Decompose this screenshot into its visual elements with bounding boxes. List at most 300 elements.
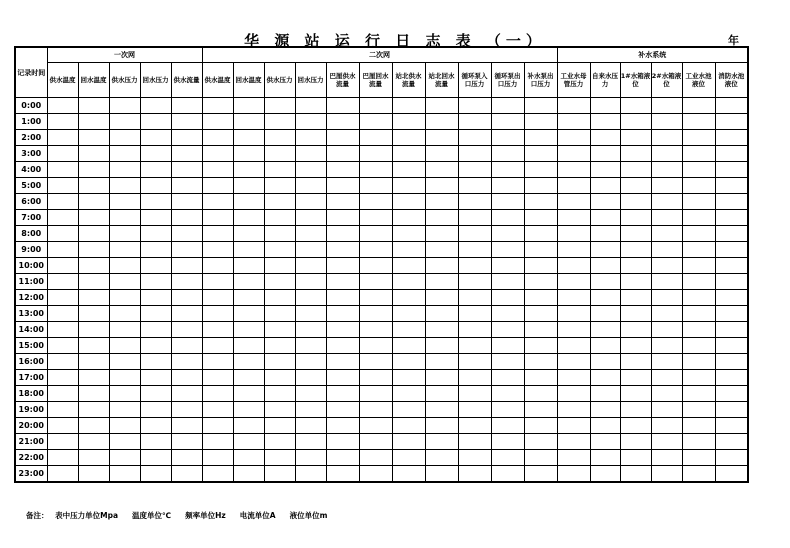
data-cell[interactable] [620,418,651,434]
data-cell[interactable] [171,434,202,450]
data-cell[interactable] [171,354,202,370]
data-cell[interactable] [491,162,524,178]
data-cell[interactable] [326,338,359,354]
data-cell[interactable] [47,370,78,386]
data-cell[interactable] [109,290,140,306]
data-cell[interactable] [140,194,171,210]
data-cell[interactable] [458,162,491,178]
data-cell[interactable] [557,466,590,483]
data-cell[interactable] [620,98,651,114]
data-cell[interactable] [202,370,233,386]
data-cell[interactable] [425,434,458,450]
data-cell[interactable] [47,226,78,242]
data-cell[interactable] [295,178,326,194]
data-cell[interactable] [425,402,458,418]
data-cell[interactable] [590,274,620,290]
data-cell[interactable] [140,242,171,258]
data-cell[interactable] [715,258,748,274]
data-cell[interactable] [109,466,140,483]
data-cell[interactable] [491,306,524,322]
data-cell[interactable] [458,210,491,226]
data-cell[interactable] [264,466,295,483]
data-cell[interactable] [264,338,295,354]
data-cell[interactable] [233,370,264,386]
data-cell[interactable] [491,450,524,466]
data-cell[interactable] [458,274,491,290]
data-cell[interactable] [425,418,458,434]
data-cell[interactable] [715,114,748,130]
data-cell[interactable] [590,466,620,483]
data-cell[interactable] [392,402,425,418]
data-cell[interactable] [78,114,109,130]
data-cell[interactable] [140,306,171,322]
data-cell[interactable] [233,226,264,242]
data-cell[interactable] [620,322,651,338]
data-cell[interactable] [359,338,392,354]
data-cell[interactable] [326,290,359,306]
data-cell[interactable] [78,402,109,418]
data-cell[interactable] [620,290,651,306]
data-cell[interactable] [326,162,359,178]
data-cell[interactable] [140,434,171,450]
data-cell[interactable] [78,466,109,483]
data-cell[interactable] [202,338,233,354]
data-cell[interactable] [109,306,140,322]
data-cell[interactable] [715,402,748,418]
data-cell[interactable] [557,242,590,258]
data-cell[interactable] [264,386,295,402]
data-cell[interactable] [171,210,202,226]
data-cell[interactable] [326,242,359,258]
data-cell[interactable] [326,450,359,466]
data-cell[interactable] [524,98,557,114]
data-cell[interactable] [359,178,392,194]
data-cell[interactable] [140,402,171,418]
data-cell[interactable] [140,162,171,178]
data-cell[interactable] [524,146,557,162]
data-cell[interactable] [425,162,458,178]
data-cell[interactable] [264,274,295,290]
data-cell[interactable] [651,242,682,258]
data-cell[interactable] [326,306,359,322]
data-cell[interactable] [651,226,682,242]
data-cell[interactable] [682,98,715,114]
data-cell[interactable] [109,162,140,178]
data-cell[interactable] [620,450,651,466]
data-cell[interactable] [524,210,557,226]
data-cell[interactable] [557,226,590,242]
data-cell[interactable] [78,210,109,226]
data-cell[interactable] [78,130,109,146]
data-cell[interactable] [590,98,620,114]
data-cell[interactable] [682,386,715,402]
data-cell[interactable] [109,354,140,370]
data-cell[interactable] [326,114,359,130]
data-cell[interactable] [171,130,202,146]
data-cell[interactable] [326,210,359,226]
data-cell[interactable] [620,146,651,162]
data-cell[interactable] [682,226,715,242]
data-cell[interactable] [715,98,748,114]
data-cell[interactable] [524,258,557,274]
data-cell[interactable] [458,370,491,386]
data-cell[interactable] [47,434,78,450]
data-cell[interactable] [620,178,651,194]
data-cell[interactable] [233,210,264,226]
data-cell[interactable] [295,338,326,354]
data-cell[interactable] [109,338,140,354]
data-cell[interactable] [524,322,557,338]
data-cell[interactable] [264,194,295,210]
data-cell[interactable] [171,306,202,322]
data-cell[interactable] [651,434,682,450]
data-cell[interactable] [715,290,748,306]
data-cell[interactable] [458,338,491,354]
data-cell[interactable] [425,130,458,146]
data-cell[interactable] [233,354,264,370]
data-cell[interactable] [264,242,295,258]
data-cell[interactable] [264,98,295,114]
data-cell[interactable] [682,306,715,322]
data-cell[interactable] [524,370,557,386]
data-cell[interactable] [264,178,295,194]
data-cell[interactable] [392,434,425,450]
data-cell[interactable] [295,322,326,338]
data-cell[interactable] [202,210,233,226]
data-cell[interactable] [491,146,524,162]
data-cell[interactable] [264,306,295,322]
data-cell[interactable] [109,434,140,450]
data-cell[interactable] [202,354,233,370]
data-cell[interactable] [233,386,264,402]
data-cell[interactable] [491,258,524,274]
data-cell[interactable] [202,322,233,338]
data-cell[interactable] [78,338,109,354]
data-cell[interactable] [458,466,491,483]
data-cell[interactable] [557,98,590,114]
data-cell[interactable] [651,130,682,146]
data-cell[interactable] [233,194,264,210]
data-cell[interactable] [491,290,524,306]
data-cell[interactable] [295,466,326,483]
data-cell[interactable] [651,258,682,274]
data-cell[interactable] [557,306,590,322]
data-cell[interactable] [140,418,171,434]
data-cell[interactable] [326,226,359,242]
data-cell[interactable] [590,242,620,258]
data-cell[interactable] [590,210,620,226]
data-cell[interactable] [171,338,202,354]
data-cell[interactable] [202,450,233,466]
data-cell[interactable] [392,450,425,466]
data-cell[interactable] [78,370,109,386]
data-cell[interactable] [202,258,233,274]
data-cell[interactable] [359,242,392,258]
data-cell[interactable] [171,290,202,306]
data-cell[interactable] [682,210,715,226]
data-cell[interactable] [491,354,524,370]
data-cell[interactable] [359,434,392,450]
data-cell[interactable] [295,402,326,418]
data-cell[interactable] [651,386,682,402]
data-cell[interactable] [233,338,264,354]
data-cell[interactable] [264,226,295,242]
data-cell[interactable] [233,466,264,483]
data-cell[interactable] [47,114,78,130]
data-cell[interactable] [715,210,748,226]
data-cell[interactable] [425,354,458,370]
data-cell[interactable] [264,402,295,418]
data-cell[interactable] [620,434,651,450]
data-cell[interactable] [458,194,491,210]
data-cell[interactable] [557,274,590,290]
data-cell[interactable] [682,242,715,258]
data-cell[interactable] [295,114,326,130]
data-cell[interactable] [140,146,171,162]
data-cell[interactable] [682,178,715,194]
data-cell[interactable] [326,418,359,434]
data-cell[interactable] [557,434,590,450]
data-cell[interactable] [715,386,748,402]
data-cell[interactable] [359,450,392,466]
data-cell[interactable] [590,162,620,178]
data-cell[interactable] [78,98,109,114]
data-cell[interactable] [233,162,264,178]
data-cell[interactable] [620,162,651,178]
data-cell[interactable] [557,402,590,418]
data-cell[interactable] [491,418,524,434]
data-cell[interactable] [78,322,109,338]
data-cell[interactable] [715,450,748,466]
data-cell[interactable] [109,242,140,258]
data-cell[interactable] [78,258,109,274]
data-cell[interactable] [590,178,620,194]
data-cell[interactable] [392,338,425,354]
data-cell[interactable] [295,370,326,386]
data-cell[interactable] [590,354,620,370]
data-cell[interactable] [171,466,202,483]
data-cell[interactable] [425,178,458,194]
data-cell[interactable] [651,466,682,483]
data-cell[interactable] [620,242,651,258]
data-cell[interactable] [620,210,651,226]
data-cell[interactable] [524,226,557,242]
data-cell[interactable] [109,226,140,242]
data-cell[interactable] [264,434,295,450]
data-cell[interactable] [295,354,326,370]
data-cell[interactable] [326,130,359,146]
data-cell[interactable] [202,226,233,242]
data-cell[interactable] [202,98,233,114]
data-cell[interactable] [620,114,651,130]
data-cell[interactable] [524,178,557,194]
data-cell[interactable] [458,226,491,242]
data-cell[interactable] [715,130,748,146]
data-cell[interactable] [109,450,140,466]
data-cell[interactable] [557,418,590,434]
data-cell[interactable] [425,386,458,402]
data-cell[interactable] [171,386,202,402]
data-cell[interactable] [264,210,295,226]
data-cell[interactable] [651,274,682,290]
data-cell[interactable] [295,386,326,402]
data-cell[interactable] [425,450,458,466]
data-cell[interactable] [295,98,326,114]
data-cell[interactable] [651,210,682,226]
data-cell[interactable] [78,354,109,370]
data-cell[interactable] [47,306,78,322]
data-cell[interactable] [392,146,425,162]
data-cell[interactable] [233,146,264,162]
data-cell[interactable] [264,114,295,130]
data-cell[interactable] [557,450,590,466]
data-cell[interactable] [109,210,140,226]
data-cell[interactable] [140,338,171,354]
data-cell[interactable] [140,386,171,402]
data-cell[interactable] [392,418,425,434]
data-cell[interactable] [326,194,359,210]
data-cell[interactable] [651,114,682,130]
data-cell[interactable] [109,322,140,338]
data-cell[interactable] [682,162,715,178]
data-cell[interactable] [491,210,524,226]
data-cell[interactable] [392,322,425,338]
data-cell[interactable] [715,466,748,483]
data-cell[interactable] [425,306,458,322]
data-cell[interactable] [682,146,715,162]
data-cell[interactable] [233,290,264,306]
data-cell[interactable] [264,322,295,338]
data-cell[interactable] [359,306,392,322]
data-cell[interactable] [620,274,651,290]
data-cell[interactable] [557,114,590,130]
data-cell[interactable] [491,338,524,354]
data-cell[interactable] [326,466,359,483]
data-cell[interactable] [264,354,295,370]
data-cell[interactable] [590,146,620,162]
data-cell[interactable] [233,274,264,290]
data-cell[interactable] [458,146,491,162]
data-cell[interactable] [140,258,171,274]
data-cell[interactable] [202,386,233,402]
data-cell[interactable] [392,194,425,210]
data-cell[interactable] [392,210,425,226]
data-cell[interactable] [233,114,264,130]
data-cell[interactable] [715,434,748,450]
data-cell[interactable] [78,290,109,306]
data-cell[interactable] [524,402,557,418]
data-cell[interactable] [47,162,78,178]
data-cell[interactable] [557,290,590,306]
data-cell[interactable] [264,418,295,434]
data-cell[interactable] [425,194,458,210]
data-cell[interactable] [491,194,524,210]
data-cell[interactable] [682,434,715,450]
data-cell[interactable] [557,386,590,402]
data-cell[interactable] [78,194,109,210]
data-cell[interactable] [359,466,392,483]
data-cell[interactable] [392,370,425,386]
data-cell[interactable] [202,130,233,146]
data-cell[interactable] [264,370,295,386]
data-cell[interactable] [295,306,326,322]
data-cell[interactable] [715,338,748,354]
data-cell[interactable] [715,306,748,322]
data-cell[interactable] [620,130,651,146]
data-cell[interactable] [171,322,202,338]
data-cell[interactable] [326,434,359,450]
data-cell[interactable] [651,306,682,322]
data-cell[interactable] [171,226,202,242]
data-cell[interactable] [202,114,233,130]
data-cell[interactable] [491,114,524,130]
data-cell[interactable] [524,306,557,322]
data-cell[interactable] [109,370,140,386]
data-cell[interactable] [524,290,557,306]
data-cell[interactable] [590,402,620,418]
data-cell[interactable] [233,322,264,338]
data-cell[interactable] [682,402,715,418]
data-cell[interactable] [557,338,590,354]
data-cell[interactable] [392,466,425,483]
data-cell[interactable] [557,354,590,370]
data-cell[interactable] [326,322,359,338]
data-cell[interactable] [682,290,715,306]
data-cell[interactable] [171,98,202,114]
data-cell[interactable] [620,466,651,483]
data-cell[interactable] [202,466,233,483]
data-cell[interactable] [47,98,78,114]
data-cell[interactable] [359,354,392,370]
data-cell[interactable] [425,242,458,258]
data-cell[interactable] [557,178,590,194]
data-cell[interactable] [458,98,491,114]
data-cell[interactable] [140,210,171,226]
data-cell[interactable] [715,354,748,370]
data-cell[interactable] [524,194,557,210]
data-cell[interactable] [78,274,109,290]
data-cell[interactable] [590,290,620,306]
data-cell[interactable] [620,258,651,274]
data-cell[interactable] [326,386,359,402]
data-cell[interactable] [651,370,682,386]
data-cell[interactable] [202,162,233,178]
data-cell[interactable] [524,466,557,483]
data-cell[interactable] [682,418,715,434]
data-cell[interactable] [590,130,620,146]
data-cell[interactable] [295,418,326,434]
data-cell[interactable] [557,130,590,146]
data-cell[interactable] [524,450,557,466]
data-cell[interactable] [233,306,264,322]
data-cell[interactable] [78,242,109,258]
data-cell[interactable] [392,306,425,322]
data-cell[interactable] [47,130,78,146]
data-cell[interactable] [47,210,78,226]
data-cell[interactable] [295,194,326,210]
data-cell[interactable] [425,322,458,338]
data-cell[interactable] [295,146,326,162]
data-cell[interactable] [651,338,682,354]
data-cell[interactable] [458,130,491,146]
data-cell[interactable] [202,194,233,210]
data-cell[interactable] [682,450,715,466]
data-cell[interactable] [491,178,524,194]
data-cell[interactable] [359,258,392,274]
data-cell[interactable] [651,418,682,434]
data-cell[interactable] [715,322,748,338]
data-cell[interactable] [682,338,715,354]
